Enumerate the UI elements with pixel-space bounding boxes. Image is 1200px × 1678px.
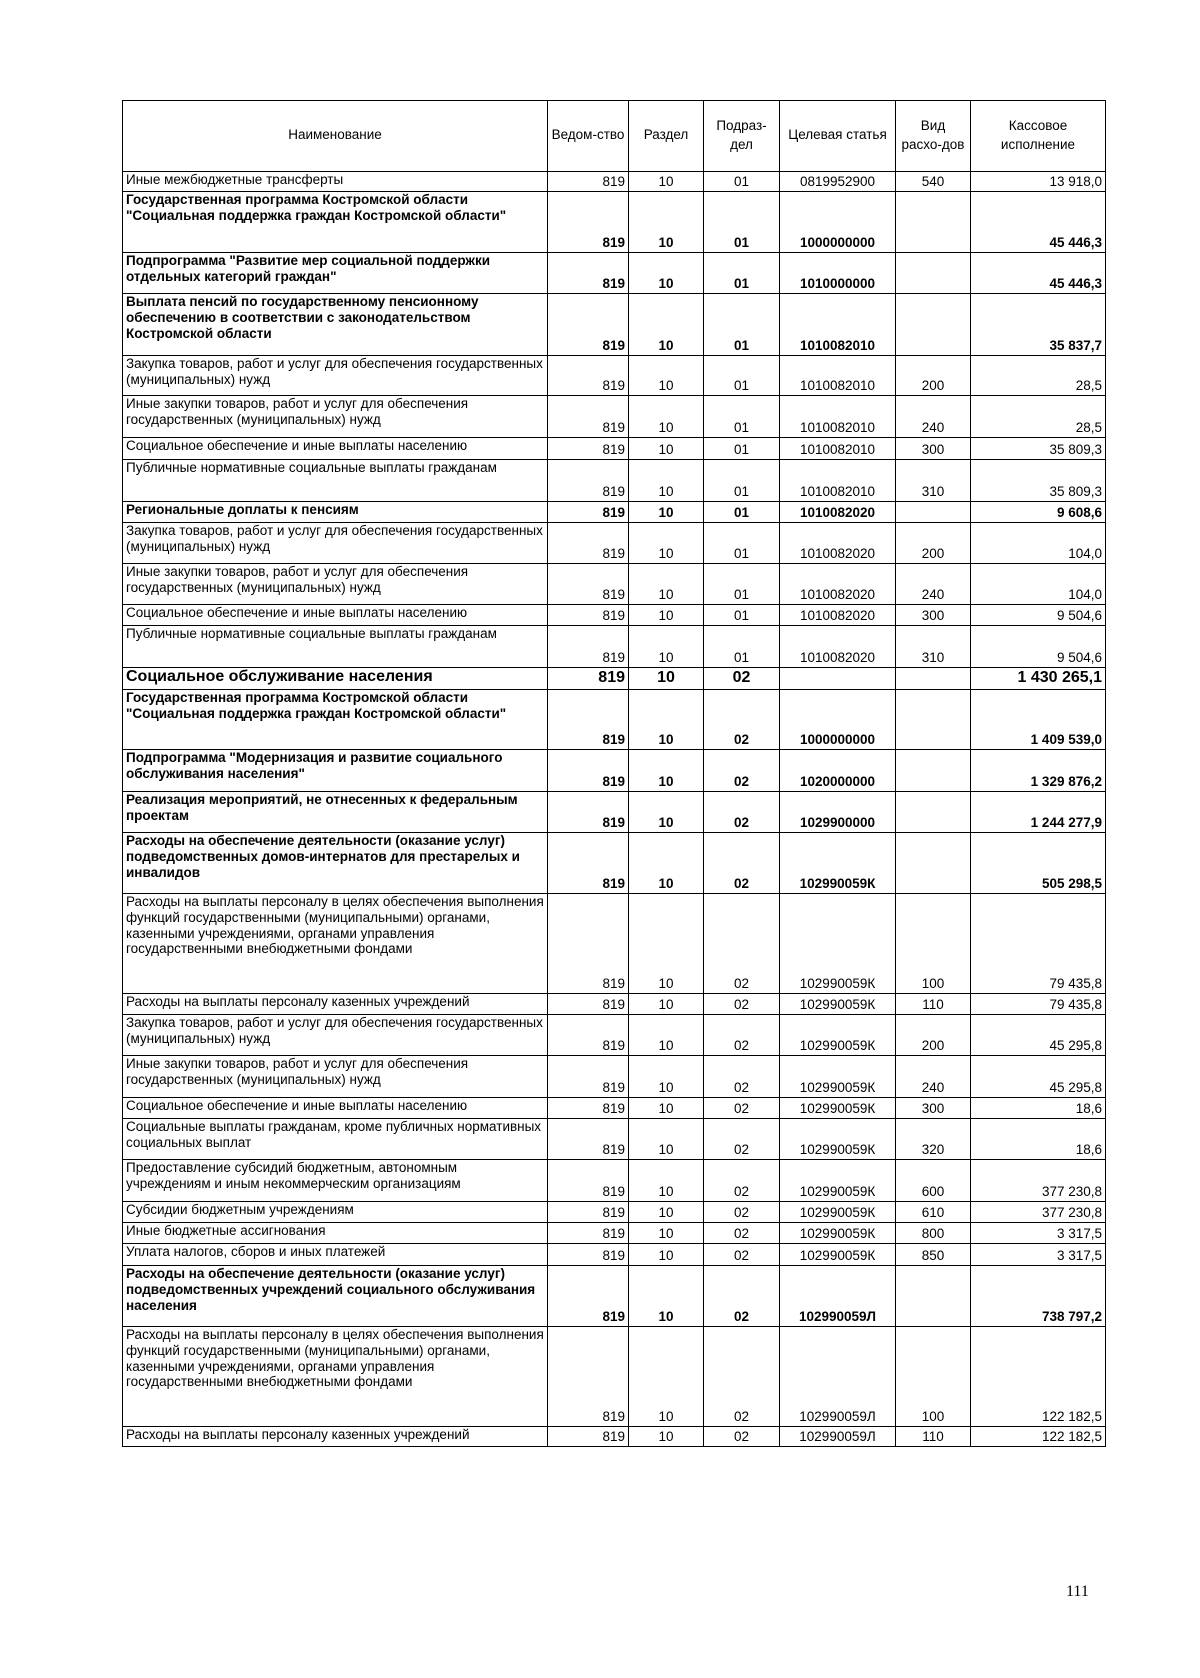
header-podrazdel: Подраз-дел bbox=[704, 101, 780, 172]
row-kassovoe-ispolnenie: 9 504,6 bbox=[971, 626, 1106, 668]
row-vedomstvo: 819 bbox=[548, 668, 629, 690]
row-razdel: 10 bbox=[629, 294, 704, 356]
page-number: 111 bbox=[1066, 1583, 1089, 1600]
row-podrazdel: 02 bbox=[704, 1427, 780, 1447]
table-row bbox=[123, 1098, 1106, 1119]
row-razdel: 10 bbox=[629, 1266, 704, 1327]
row-podrazdel: 01 bbox=[704, 438, 780, 460]
row-podrazdel: 02 bbox=[704, 1015, 780, 1056]
row-vid-rashodov bbox=[896, 833, 971, 894]
row-razdel: 10 bbox=[629, 502, 704, 523]
row-podrazdel: 02 bbox=[704, 1327, 780, 1427]
table-row bbox=[123, 668, 1106, 690]
row-name: Иные закупки товаров, работ и услуг для обеспечения государственных (муниципальных) нужд bbox=[123, 564, 548, 605]
row-kassovoe-ispolnenie: 122 182,5 bbox=[971, 1327, 1106, 1427]
row-podrazdel: 01 bbox=[704, 523, 780, 564]
row-name: Государственная программа Костромской области "Социальная поддержка граждан Костромской области" bbox=[123, 192, 548, 253]
row-name: Закупка товаров, работ и услуг для обеспечения государственных (муниципальных) нужд bbox=[123, 1015, 548, 1056]
row-podrazdel: 01 bbox=[704, 253, 780, 294]
header-vedomstvo: Ведом-ство bbox=[548, 101, 629, 172]
row-kassovoe-ispolnenie: 45 446,3 bbox=[971, 253, 1106, 294]
row-celevaya-statya: 102990059К bbox=[780, 894, 896, 994]
row-name: Закупка товаров, работ и услуг для обеспечения государственных (муниципальных) нужд bbox=[123, 356, 548, 396]
row-name: Региональные доплаты к пенсиям bbox=[123, 502, 548, 523]
budget-execution-table bbox=[122, 100, 1106, 1447]
row-razdel: 10 bbox=[629, 523, 704, 564]
row-razdel: 10 bbox=[629, 626, 704, 668]
row-kassovoe-ispolnenie: 35 809,3 bbox=[971, 460, 1106, 502]
row-name: Публичные нормативные социальные выплаты гражданам bbox=[123, 626, 548, 668]
row-podrazdel: 01 bbox=[704, 460, 780, 502]
row-name: Реализация мероприятий, не отнесенных к федеральным проектам bbox=[123, 792, 548, 833]
row-vedomstvo: 819 bbox=[548, 792, 629, 833]
row-vid-rashodov: 110 bbox=[896, 1427, 971, 1447]
row-razdel: 10 bbox=[629, 1327, 704, 1427]
row-vid-rashodov: 110 bbox=[896, 994, 971, 1015]
row-vid-rashodov: 850 bbox=[896, 1244, 971, 1266]
row-kassovoe-ispolnenie: 35 809,3 bbox=[971, 438, 1106, 460]
row-podrazdel: 02 bbox=[704, 894, 780, 994]
row-celevaya-statya: 102990059К bbox=[780, 1160, 896, 1202]
table-row bbox=[123, 605, 1106, 626]
table-body bbox=[123, 172, 1106, 1447]
row-kassovoe-ispolnenie: 79 435,8 bbox=[971, 894, 1106, 994]
row-vedomstvo: 819 bbox=[548, 750, 629, 792]
row-name: Государственная программа Костромской области "Социальная поддержка граждан Костромской области" bbox=[123, 690, 548, 750]
row-razdel: 10 bbox=[629, 792, 704, 833]
header-kassovoe-ispolnenie: Кассовое исполнение bbox=[971, 101, 1106, 172]
row-name: Выплата пенсий по государственному пенсионному обеспечению в соответствии с законодательством Костромской области bbox=[123, 294, 548, 356]
row-razdel: 10 bbox=[629, 1427, 704, 1447]
row-vedomstvo: 819 bbox=[548, 1244, 629, 1266]
row-kassovoe-ispolnenie: 738 797,2 bbox=[971, 1266, 1106, 1327]
row-vedomstvo: 819 bbox=[548, 1015, 629, 1056]
row-podrazdel: 02 bbox=[704, 1098, 780, 1119]
row-kassovoe-ispolnenie: 3 317,5 bbox=[971, 1244, 1106, 1266]
row-vedomstvo: 819 bbox=[548, 253, 629, 294]
row-name: Публичные нормативные социальные выплаты гражданам bbox=[123, 460, 548, 502]
table-row bbox=[123, 1015, 1106, 1056]
row-kassovoe-ispolnenie: 13 918,0 bbox=[971, 172, 1106, 192]
row-celevaya-statya: 102990059Л bbox=[780, 1327, 896, 1427]
row-vedomstvo: 819 bbox=[548, 994, 629, 1015]
row-celevaya-statya: 102990059К bbox=[780, 1223, 896, 1244]
table-row bbox=[123, 833, 1106, 894]
row-vedomstvo: 819 bbox=[548, 192, 629, 253]
row-razdel: 10 bbox=[629, 564, 704, 605]
row-name: Иные межбюджетные трансферты bbox=[123, 172, 548, 192]
row-celevaya-statya: 1010082020 bbox=[780, 564, 896, 605]
row-vedomstvo: 819 bbox=[548, 460, 629, 502]
table-row bbox=[123, 356, 1106, 396]
table-row bbox=[123, 1427, 1106, 1447]
row-vid-rashodov bbox=[896, 1266, 971, 1327]
row-razdel: 10 bbox=[629, 396, 704, 438]
row-vid-rashodov: 100 bbox=[896, 1327, 971, 1427]
row-vedomstvo: 819 bbox=[548, 1327, 629, 1427]
row-name: Расходы на выплаты персоналу в целях обеспечения выполнения функций государственными (муниципальными) органами, казенными учреждениями, органами управления государственными внебюджетными фондами bbox=[123, 894, 548, 994]
row-name: Социальное обеспечение и иные выплаты населению bbox=[123, 438, 548, 460]
row-razdel: 10 bbox=[629, 438, 704, 460]
row-kassovoe-ispolnenie: 35 837,7 bbox=[971, 294, 1106, 356]
row-vedomstvo: 819 bbox=[548, 1223, 629, 1244]
row-vid-rashodov: 100 bbox=[896, 894, 971, 994]
row-podrazdel: 02 bbox=[704, 1244, 780, 1266]
row-celevaya-statya: 1010082020 bbox=[780, 626, 896, 668]
row-celevaya-statya: 102990059К bbox=[780, 1098, 896, 1119]
row-vedomstvo: 819 bbox=[548, 1098, 629, 1119]
row-kassovoe-ispolnenie: 104,0 bbox=[971, 564, 1106, 605]
row-podrazdel: 02 bbox=[704, 1119, 780, 1160]
row-vedomstvo: 819 bbox=[548, 172, 629, 192]
row-vid-rashodov: 240 bbox=[896, 396, 971, 438]
row-vedomstvo: 819 bbox=[548, 626, 629, 668]
row-vid-rashodov: 600 bbox=[896, 1160, 971, 1202]
row-name: Расходы на выплаты персоналу в целях обеспечения выполнения функций государственными (муниципальными) органами, казенными учреждениями, органами управления государственными внебюджетными фондами bbox=[123, 1327, 548, 1427]
row-name: Расходы на обеспечение деятельности (оказание услуг) подведомственных учреждений социального обслуживания населения bbox=[123, 1266, 548, 1327]
row-name: Закупка товаров, работ и услуг для обеспечения государственных (муниципальных) нужд bbox=[123, 523, 548, 564]
row-kassovoe-ispolnenie: 79 435,8 bbox=[971, 994, 1106, 1015]
row-vedomstvo: 819 bbox=[548, 1427, 629, 1447]
row-kassovoe-ispolnenie: 18,6 bbox=[971, 1098, 1106, 1119]
row-name: Иные закупки товаров, работ и услуг для обеспечения государственных (муниципальных) нужд bbox=[123, 396, 548, 438]
row-razdel: 10 bbox=[629, 1119, 704, 1160]
row-podrazdel: 02 bbox=[704, 1223, 780, 1244]
row-vid-rashodov bbox=[896, 750, 971, 792]
row-vedomstvo: 819 bbox=[548, 690, 629, 750]
row-razdel: 10 bbox=[629, 460, 704, 502]
row-podrazdel: 01 bbox=[704, 626, 780, 668]
row-vid-rashodov: 610 bbox=[896, 1202, 971, 1223]
row-celevaya-statya: 102990059Л bbox=[780, 1427, 896, 1447]
row-name: Социальное обеспечение и иные выплаты населению bbox=[123, 605, 548, 626]
row-razdel: 10 bbox=[629, 833, 704, 894]
row-celevaya-statya: 0819952900 bbox=[780, 172, 896, 192]
row-vid-rashodov: 540 bbox=[896, 172, 971, 192]
table-row bbox=[123, 1223, 1106, 1244]
row-celevaya-statya: 102990059К bbox=[780, 1244, 896, 1266]
row-vid-rashodov: 240 bbox=[896, 564, 971, 605]
table-row bbox=[123, 1327, 1106, 1427]
row-vid-rashodov bbox=[896, 668, 971, 690]
table-row bbox=[123, 438, 1106, 460]
row-kassovoe-ispolnenie: 104,0 bbox=[971, 523, 1106, 564]
table-row bbox=[123, 564, 1106, 605]
table-row bbox=[123, 1266, 1106, 1327]
table-row bbox=[123, 1160, 1106, 1202]
row-name: Расходы на выплаты персоналу казенных учреждений bbox=[123, 994, 548, 1015]
row-razdel: 10 bbox=[629, 253, 704, 294]
row-podrazdel: 01 bbox=[704, 172, 780, 192]
header-razdel: Раздел bbox=[629, 101, 704, 172]
row-kassovoe-ispolnenie: 122 182,5 bbox=[971, 1427, 1106, 1447]
row-celevaya-statya: 1010082020 bbox=[780, 605, 896, 626]
row-kassovoe-ispolnenie: 9 608,6 bbox=[971, 502, 1106, 523]
row-kassovoe-ispolnenie: 9 504,6 bbox=[971, 605, 1106, 626]
row-razdel: 10 bbox=[629, 1160, 704, 1202]
row-vedomstvo: 819 bbox=[548, 523, 629, 564]
table-row bbox=[123, 626, 1106, 668]
table-row bbox=[123, 192, 1106, 253]
row-celevaya-statya: 1010000000 bbox=[780, 253, 896, 294]
row-vid-rashodov: 310 bbox=[896, 626, 971, 668]
row-razdel: 10 bbox=[629, 192, 704, 253]
row-vedomstvo: 819 bbox=[548, 294, 629, 356]
row-kassovoe-ispolnenie: 3 317,5 bbox=[971, 1223, 1106, 1244]
row-podrazdel: 01 bbox=[704, 502, 780, 523]
table-row bbox=[123, 172, 1106, 192]
row-celevaya-statya: 1010082020 bbox=[780, 502, 896, 523]
row-kassovoe-ispolnenie: 505 298,5 bbox=[971, 833, 1106, 894]
row-podrazdel: 01 bbox=[704, 396, 780, 438]
row-vid-rashodov bbox=[896, 192, 971, 253]
row-razdel: 10 bbox=[629, 1244, 704, 1266]
row-razdel: 10 bbox=[629, 750, 704, 792]
row-vid-rashodov bbox=[896, 294, 971, 356]
row-name: Предоставление субсидий бюджетным, автономным учреждениям и иным некоммерческим организациям bbox=[123, 1160, 548, 1202]
row-razdel: 10 bbox=[629, 668, 704, 690]
row-kassovoe-ispolnenie: 45 295,8 bbox=[971, 1056, 1106, 1098]
row-vid-rashodov: 300 bbox=[896, 438, 971, 460]
row-celevaya-statya: 1000000000 bbox=[780, 192, 896, 253]
row-podrazdel: 02 bbox=[704, 1202, 780, 1223]
row-vid-rashodov: 240 bbox=[896, 1056, 971, 1098]
row-razdel: 10 bbox=[629, 690, 704, 750]
row-name: Социальное обслуживание населения bbox=[123, 668, 548, 690]
row-celevaya-statya: 1010082010 bbox=[780, 294, 896, 356]
row-celevaya-statya: 102990059К bbox=[780, 1119, 896, 1160]
row-vid-rashodov bbox=[896, 690, 971, 750]
row-celevaya-statya: 102990059К bbox=[780, 1056, 896, 1098]
row-podrazdel: 02 bbox=[704, 1056, 780, 1098]
row-vedomstvo: 819 bbox=[548, 1266, 629, 1327]
table-row bbox=[123, 1202, 1106, 1223]
row-name: Иные закупки товаров, работ и услуг для обеспечения государственных (муниципальных) нужд bbox=[123, 1056, 548, 1098]
row-name: Подпрограмма "Модернизация и развитие социального обслуживания населения" bbox=[123, 750, 548, 792]
row-razdel: 10 bbox=[629, 1223, 704, 1244]
row-vedomstvo: 819 bbox=[548, 1160, 629, 1202]
row-vedomstvo: 819 bbox=[548, 564, 629, 605]
row-podrazdel: 01 bbox=[704, 356, 780, 396]
table-row bbox=[123, 750, 1106, 792]
table-row bbox=[123, 502, 1106, 523]
row-razdel: 10 bbox=[629, 1098, 704, 1119]
row-vedomstvo: 819 bbox=[548, 1202, 629, 1223]
row-razdel: 10 bbox=[629, 1056, 704, 1098]
row-vedomstvo: 819 bbox=[548, 1056, 629, 1098]
row-vid-rashodov: 300 bbox=[896, 605, 971, 626]
row-vedomstvo: 819 bbox=[548, 833, 629, 894]
row-kassovoe-ispolnenie: 28,5 bbox=[971, 356, 1106, 396]
row-vid-rashodov: 200 bbox=[896, 1015, 971, 1056]
table-row bbox=[123, 396, 1106, 438]
row-celevaya-statya: 102990059К bbox=[780, 833, 896, 894]
row-name: Уплата налогов, сборов и иных платежей bbox=[123, 1244, 548, 1266]
row-vid-rashodov bbox=[896, 253, 971, 294]
row-name: Социальное обеспечение и иные выплаты населению bbox=[123, 1098, 548, 1119]
row-razdel: 10 bbox=[629, 994, 704, 1015]
row-celevaya-statya: 1010082010 bbox=[780, 438, 896, 460]
row-name: Расходы на обеспечение деятельности (оказание услуг) подведомственных домов-интернатов для престарелых и инвалидов bbox=[123, 833, 548, 894]
row-podrazdel: 01 bbox=[704, 294, 780, 356]
table-row bbox=[123, 523, 1106, 564]
row-celevaya-statya: 102990059Л bbox=[780, 1266, 896, 1327]
row-podrazdel: 02 bbox=[704, 668, 780, 690]
table-row bbox=[123, 690, 1106, 750]
row-vid-rashodov: 800 bbox=[896, 1223, 971, 1244]
row-name: Субсидии бюджетным учреждениям bbox=[123, 1202, 548, 1223]
row-podrazdel: 02 bbox=[704, 1160, 780, 1202]
row-name: Расходы на выплаты персоналу казенных учреждений bbox=[123, 1427, 548, 1447]
row-razdel: 10 bbox=[629, 356, 704, 396]
row-kassovoe-ispolnenie: 1 409 539,0 bbox=[971, 690, 1106, 750]
row-razdel: 10 bbox=[629, 1015, 704, 1056]
row-celevaya-statya: 102990059К bbox=[780, 994, 896, 1015]
row-razdel: 10 bbox=[629, 1202, 704, 1223]
row-celevaya-statya: 1000000000 bbox=[780, 690, 896, 750]
header-vid-rashodov: Вид расхо-дов bbox=[896, 101, 971, 172]
row-kassovoe-ispolnenie: 18,6 bbox=[971, 1119, 1106, 1160]
row-razdel: 10 bbox=[629, 172, 704, 192]
row-celevaya-statya: 1010082020 bbox=[780, 523, 896, 564]
row-vedomstvo: 819 bbox=[548, 396, 629, 438]
row-podrazdel: 02 bbox=[704, 792, 780, 833]
row-celevaya-statya: 102990059К bbox=[780, 1202, 896, 1223]
row-celevaya-statya: 102990059К bbox=[780, 1015, 896, 1056]
row-podrazdel: 02 bbox=[704, 1266, 780, 1327]
header-name: Наименование bbox=[123, 101, 548, 172]
table-row bbox=[123, 894, 1106, 994]
row-vid-rashodov: 200 bbox=[896, 523, 971, 564]
row-podrazdel: 02 bbox=[704, 690, 780, 750]
row-podrazdel: 02 bbox=[704, 994, 780, 1015]
row-podrazdel: 02 bbox=[704, 833, 780, 894]
row-vid-rashodov: 310 bbox=[896, 460, 971, 502]
row-vid-rashodov: 300 bbox=[896, 1098, 971, 1119]
row-podrazdel: 01 bbox=[704, 192, 780, 253]
row-razdel: 10 bbox=[629, 894, 704, 994]
row-vid-rashodov: 200 bbox=[896, 356, 971, 396]
row-name: Иные бюджетные ассигнования bbox=[123, 1223, 548, 1244]
row-celevaya-statya: 1020000000 bbox=[780, 750, 896, 792]
row-kassovoe-ispolnenie: 45 295,8 bbox=[971, 1015, 1106, 1056]
row-celevaya-statya: 1029900000 bbox=[780, 792, 896, 833]
row-razdel: 10 bbox=[629, 605, 704, 626]
row-kassovoe-ispolnenie: 1 329 876,2 bbox=[971, 750, 1106, 792]
row-podrazdel: 01 bbox=[704, 605, 780, 626]
row-celevaya-statya: 1010082010 bbox=[780, 460, 896, 502]
row-vedomstvo: 819 bbox=[548, 1119, 629, 1160]
row-vedomstvo: 819 bbox=[548, 438, 629, 460]
row-kassovoe-ispolnenie: 377 230,8 bbox=[971, 1160, 1106, 1202]
table-row bbox=[123, 792, 1106, 833]
row-name: Подпрограмма "Развитие мер социальной поддержки отдельных категорий граждан" bbox=[123, 253, 548, 294]
row-name: Социальные выплаты гражданам, кроме публичных нормативных социальных выплат bbox=[123, 1119, 548, 1160]
header-celevaya-statya: Целевая статья bbox=[780, 101, 896, 172]
row-vid-rashodov: 320 bbox=[896, 1119, 971, 1160]
row-vid-rashodov bbox=[896, 792, 971, 833]
row-kassovoe-ispolnenie: 1 244 277,9 bbox=[971, 792, 1106, 833]
row-celevaya-statya: 1010082010 bbox=[780, 396, 896, 438]
row-kassovoe-ispolnenie: 377 230,8 bbox=[971, 1202, 1106, 1223]
row-vedomstvo: 819 bbox=[548, 356, 629, 396]
table-row bbox=[123, 1119, 1106, 1160]
row-podrazdel: 02 bbox=[704, 750, 780, 792]
row-podrazdel: 01 bbox=[704, 564, 780, 605]
row-celevaya-statya: 1010082010 bbox=[780, 356, 896, 396]
row-celevaya-statya bbox=[780, 668, 896, 690]
row-vedomstvo: 819 bbox=[548, 894, 629, 994]
table-row bbox=[123, 253, 1106, 294]
row-kassovoe-ispolnenie: 28,5 bbox=[971, 396, 1106, 438]
row-vedomstvo: 819 bbox=[548, 605, 629, 626]
row-vedomstvo: 819 bbox=[548, 502, 629, 523]
table-row bbox=[123, 1056, 1106, 1098]
row-kassovoe-ispolnenie: 45 446,3 bbox=[971, 192, 1106, 253]
row-vid-rashodov bbox=[896, 502, 971, 523]
table-row bbox=[123, 460, 1106, 502]
table-row bbox=[123, 294, 1106, 356]
table-row bbox=[123, 1244, 1106, 1266]
table-header-row bbox=[123, 101, 1106, 172]
table-row bbox=[123, 994, 1106, 1015]
row-kassovoe-ispolnenie: 1 430 265,1 bbox=[971, 668, 1106, 690]
